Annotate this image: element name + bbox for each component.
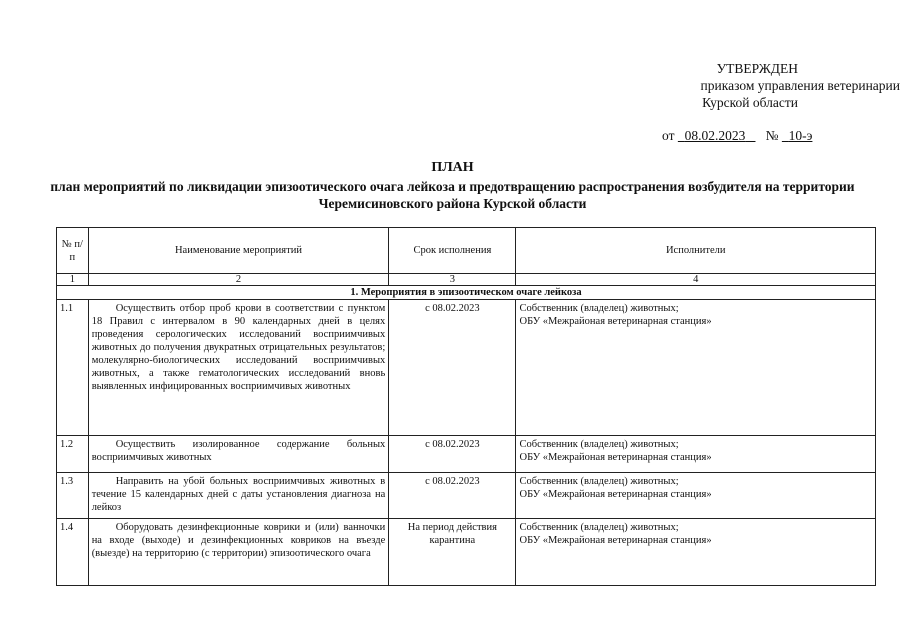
col-number: 1 — [57, 274, 89, 286]
table-row — [57, 519, 876, 586]
executor-owner: Собственник (владелец) животных; — [519, 439, 679, 450]
row-term: с 08.02.2023 — [389, 473, 516, 519]
row-executors — [516, 300, 876, 436]
executor-owner: Собственник (владелец) животных; — [519, 303, 679, 314]
header-name: Наименование мероприятий — [88, 228, 389, 274]
header-term: Срок исполнения — [389, 228, 516, 274]
table-row — [57, 300, 876, 436]
section-title: 1. Мероприятия в эпизоотическом очаге лейкоза — [57, 286, 876, 300]
section-row — [57, 286, 876, 300]
row-executors — [516, 473, 876, 519]
row-num: 1.3 — [57, 473, 89, 519]
header-executors: Исполнители — [516, 228, 876, 274]
plan-table — [56, 227, 876, 586]
order-from-label: от — [662, 128, 675, 143]
approval-authority: приказом управления ветеринарии — [700, 78, 900, 93]
order-number: 10-э — [788, 128, 813, 143]
column-numbers-row — [57, 274, 876, 286]
row-num: 1.1 — [57, 300, 89, 436]
row-name: Осуществить изолированное содержание больных восприимчивых животных — [88, 436, 389, 473]
col-number: 3 — [389, 274, 516, 286]
row-term: На период действия карантина — [389, 519, 516, 586]
approval-block — [600, 60, 900, 111]
approval-title: УТВЕРЖДЕН — [716, 61, 798, 76]
row-term: с 08.02.2023 — [389, 300, 516, 436]
row-term: с 08.02.2023 — [389, 436, 516, 473]
table-row — [57, 473, 876, 519]
row-name: Осуществить отбор проб крови в соответствии с пунктом 18 Правил с интервалом в 90 календарных дней в целях проведения серологических исследований восприимчивых животных до получения двукратных отрицательных результатов; молекулярно-биологических исследований восприимчивых животных, а также гематологических исследований вновь выявленных инфицированных восприимчивых животных — [88, 300, 389, 436]
executor-owner: Собственник (владелец) животных; — [519, 476, 679, 487]
table-header-row — [57, 228, 876, 274]
executor-station: ОБУ «Межрайоная ветеринарная станция» — [519, 535, 712, 546]
row-name: Направить на убой больных восприимчивых животных в течение 15 календарных дней с даты установления диагноза на лейкоз — [88, 473, 389, 519]
order-reference — [662, 128, 812, 144]
order-date: 08.02.2023 — [684, 128, 746, 143]
page-title: ПЛАН — [431, 160, 474, 175]
col-number: 4 — [516, 274, 876, 286]
row-executors — [516, 519, 876, 586]
row-executors — [516, 436, 876, 473]
approval-region: Курской области — [702, 95, 798, 110]
executor-station: ОБУ «Межрайоная ветеринарная станция» — [519, 316, 712, 327]
row-name: Оборудовать дезинфекционные коврики и (или) ванночки на входе (выходе) и дезинфекционных ковриков на въезде (выезде) на территорию (с территории) эпизоотического очага — [88, 519, 389, 586]
table-row — [57, 436, 876, 473]
executor-owner: Собственник (владелец) животных; — [519, 522, 679, 533]
executor-station: ОБУ «Межрайоная ветеринарная станция» — [519, 489, 712, 500]
row-num: 1.2 — [57, 436, 89, 473]
row-num: 1.4 — [57, 519, 89, 586]
page-subtitle: план мероприятий по ликвидации эпизоотического очага лейкоза и предотвращению распространения возбудителя на территории Черемисиновского района Курской области — [50, 179, 855, 211]
col-number: 2 — [88, 274, 389, 286]
header-num: № п/п — [57, 228, 89, 274]
order-number-label: № — [765, 128, 779, 143]
executor-station: ОБУ «Межрайоная ветеринарная станция» — [519, 452, 712, 463]
